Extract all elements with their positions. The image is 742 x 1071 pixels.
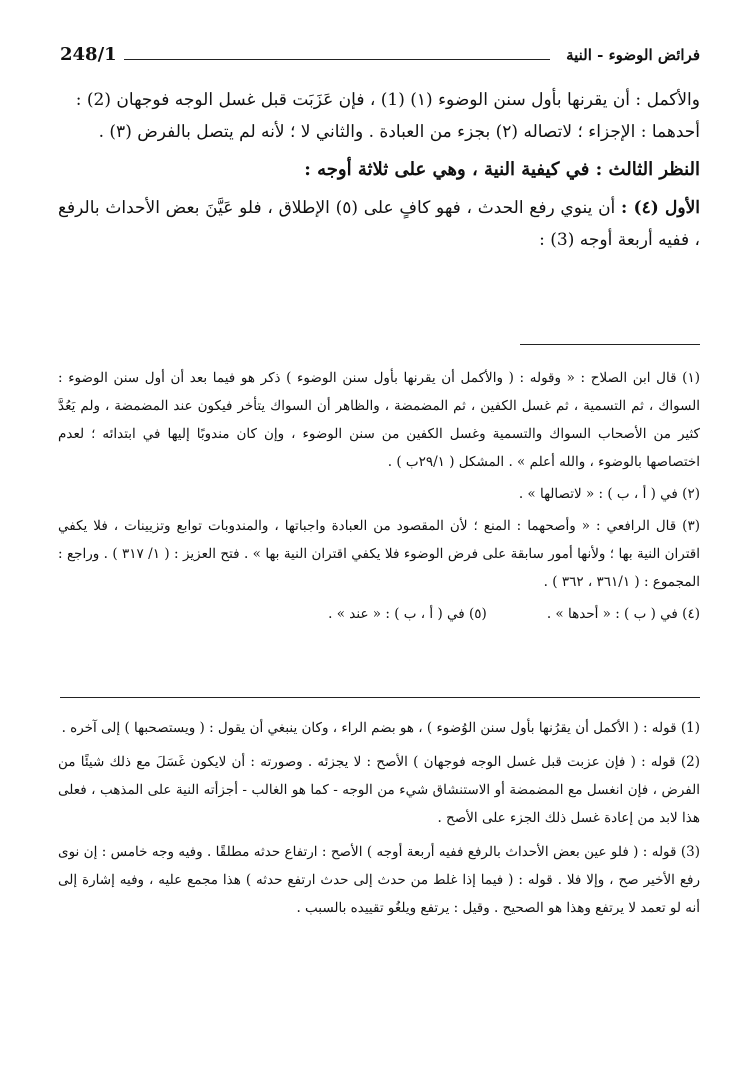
footnote-editor-5: (٥) في ( أ ، ب ) : « عند » . [328, 606, 487, 622]
main-text [58, 84, 700, 256]
footnote-commentary-1: (1) قوله : ( الأكمل أن يقرُنها بأول سنن الوُضوء ) ، هو بضم الراء ، وكان ينبغي أن يقول : ( ويستصحبها ) إلى آخره . [61, 720, 700, 736]
footnote-editor-3: (٣) قال الرافعي : « وأصحهما : المنع ؛ لأن المقصود من العبادة واجباتها ، والمندوبات توابع وتزيينات ، فلا يكفي اقتران النية بها ؛ ولأنها أمور سابقة على فرض الوضوء فلا يكفي اقتران النية بها » . فتح العزيز : ( ١/ ٣١٧ ) . وراجع : المجموع : ( ٣٦١/١ ، ٣٦٢ ) . [58, 518, 701, 590]
footnote-editor-2: (٢) في ( أ ، ب ) : « لاتصالها » . [518, 486, 700, 502]
footnote-editor-4: (٤) في ( ب ) : « أحدها » . [546, 606, 700, 622]
footnote-separator-short [520, 344, 700, 345]
paragraph-4 [58, 192, 700, 256]
footnote-commentary-2: (2) قوله : ( فإن عزبت قبل غسل الوجه فوجهان ) الأصح : لا يجزئه . وصورته : أن لايكون غَسَلَ مع ذلك شيئًا من الفرض ، فإن انغسل مع المضمضة أو الاستنشاق شيء من الوجه - كما هو الغالب - أجزأته النية على المذهب ، فعلى هذا لابد من إعادة غسل ذلك الجزء على الأصح . [58, 754, 700, 826]
footnote-separator-long [60, 697, 700, 698]
editor-footnotes [58, 364, 700, 628]
footnote-commentary-3: (3) قوله : ( فلو عين بعض الأحداث بالرفع ففيه أربعة أوجه ) الأصح : ارتفاع حدثه مطلقًا . وفيه وجه خامس : إن نوى رفع الأخير صح ، وإلا فلا . قوله : ( فيما إذا غلط من حدث إلى حدث ارتفع حدثه ) هذا مجمع عليه ، وفيه إشارة إلى أنه لو تعمد لا يرتفع وهذا هو الصحيح . وقيل : يرتفع ويلغُو تقييده بالسبب . [58, 844, 700, 916]
page-number: 248/1 [60, 44, 117, 65]
page-header [60, 44, 700, 70]
paragraph-4-body: أن ينوي رفع الحدث ، فهو كافٍ على (٥) الإطلاق ، فلو عَيَّنَ بعض الأحداث بالرفع ، ففيه أربعة أوجه (3) : [58, 198, 700, 250]
section-heading: النظر الثالث : في كيفية النية ، وهي على ثلاثة أوجه : [304, 159, 700, 180]
paragraph-1: والأكمل : أن يقرنها بأول سنن الوضوء (١) (1) ، فإن عَزَبَت قبل غسل الوجه فوجهان (2) : [75, 90, 700, 110]
paragraph-2: أحدهما : الإجزاء ؛ لاتصاله (٢) بجزء من العبادة . والثاني لا ؛ لأنه لم يتصل بالفرض (٣) . [98, 122, 700, 142]
running-title: فرائض الوضوء - النية [566, 46, 700, 64]
footnote-editor-1: (١) قال ابن الصلاح : « وقوله : ( والأكمل أن يقرنها بأول سنن الوضوء ) ذكر هو فيما بعد أن أول سنن الوضوء : السواك ، ثم التسمية ، ثم غسل الكفين ، ثم المضمضة ، والظاهر أن السواك يتأخر فيكون عند المضمضة ، ولم يَعُدَّ كثير من الأصحاب السواك والتسمية وغسل الكفين من سنن الوضوء ، وإن كان مندوبًا إليها في ابتدائه ؛ لعدم اختصاصها بالوضوء ، والله أعلم » . المشكل ( ٢٩/١ب ) . [58, 370, 700, 470]
header-rule [124, 59, 550, 60]
commentary-footnotes [58, 714, 700, 928]
paragraph-4-lead: الأول (٤) : [621, 198, 701, 218]
footnote-row [58, 600, 700, 628]
